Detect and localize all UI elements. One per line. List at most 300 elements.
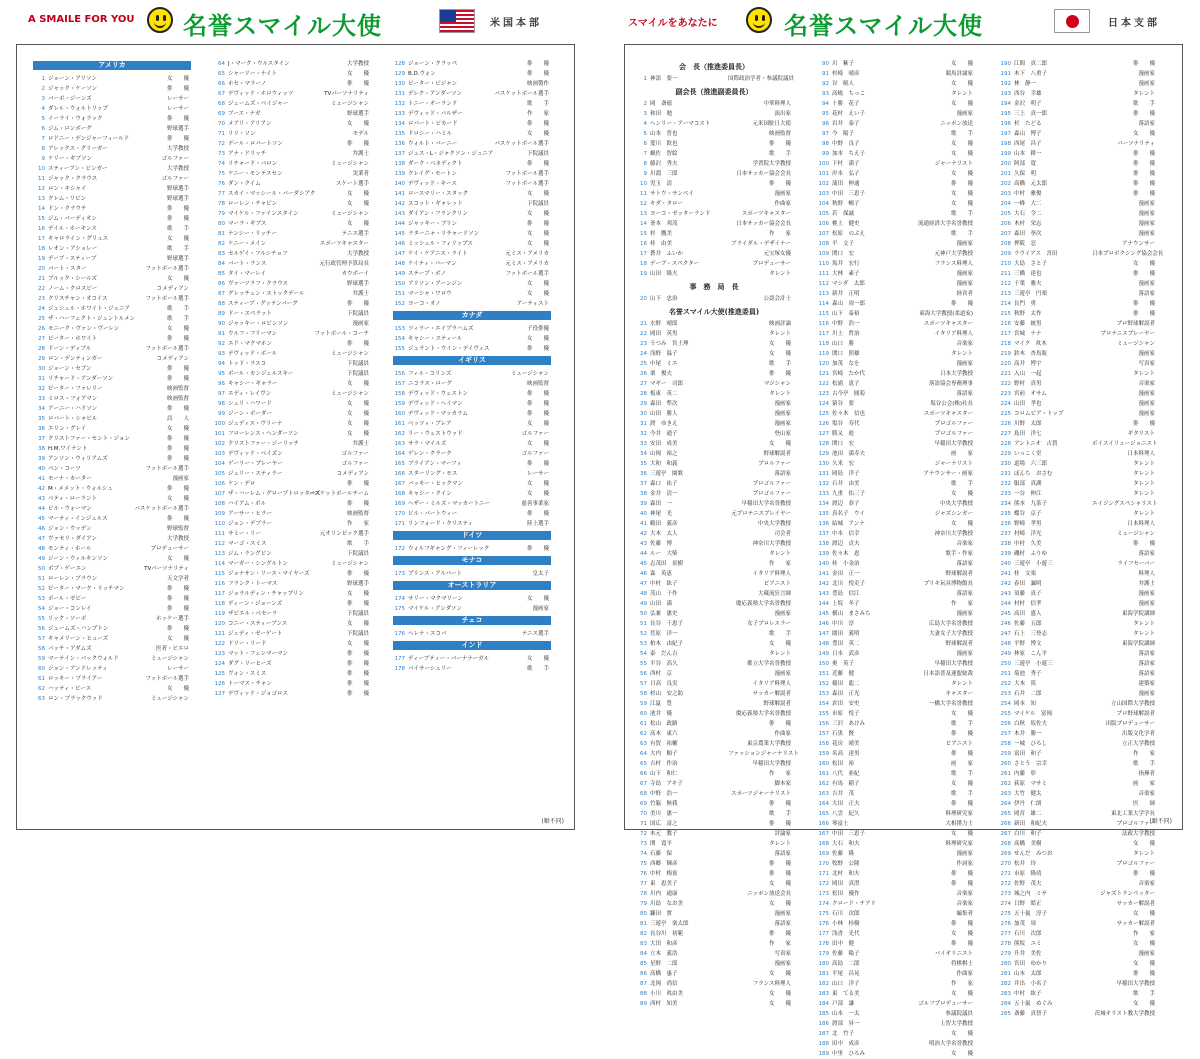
ambassador-row [213, 569, 371, 579]
ambassador-occupation: 茨城キリスト教大学教授 [1094, 1011, 1155, 1017]
ambassador-name: 寺島 アキ子 [650, 781, 683, 787]
ambassador-occupation: 作曲家 [774, 731, 791, 737]
ambassador-row [999, 339, 1157, 349]
entry-number: 266 [1000, 821, 1011, 827]
entry-number: 100 [818, 161, 829, 167]
ambassador-name: 石藤 保 [650, 851, 673, 857]
ambassador-name: 下村 満子 [832, 161, 860, 167]
ambassador-row [635, 889, 793, 899]
ambassador-name: メアリ・アリアン [228, 121, 272, 127]
entry-number: 13 [38, 196, 45, 202]
entry-number: 225 [1000, 411, 1011, 417]
entry-number: 20 [38, 266, 45, 272]
ambassador-row [393, 469, 551, 479]
ambassador-row [393, 429, 551, 439]
ambassador-name: 小林 桂樹 [832, 921, 860, 927]
ambassador-name: 神語 要一 [650, 76, 678, 82]
ambassador-row [817, 749, 975, 759]
ambassador-row [213, 439, 371, 449]
entry-number: 35 [640, 461, 647, 467]
entry-number: 116 [818, 321, 829, 327]
ambassador-occupation: ミュージシャン [330, 211, 369, 217]
ambassador-row [213, 619, 371, 629]
ambassador-row [817, 789, 975, 799]
ambassador-name: バーボ・ジーンズ [48, 96, 92, 102]
entry-number: 76 [218, 181, 225, 187]
ambassador-name: 名高 達男 [832, 751, 860, 757]
ambassador-row [817, 339, 975, 349]
ambassador-row [33, 494, 191, 504]
entry-number: 270 [1000, 861, 1011, 867]
ambassador-name: トーマス・チャン [228, 681, 272, 687]
ambassador-occupation: 俳 優 [166, 486, 189, 492]
ambassador-name: 豊島 信江 [832, 591, 860, 597]
ambassador-name: 山田 隆夫 [650, 271, 678, 277]
ambassador-row [33, 684, 191, 694]
ambassador-name: 金井 清一 [650, 491, 678, 497]
entry-number: 241 [1000, 571, 1011, 577]
entry-number: 281 [1000, 971, 1011, 977]
ambassador-occupation: ミュージシャン [330, 561, 369, 567]
ambassador-name: 北 竹子 [832, 1031, 855, 1037]
ambassador-occupation: バイオリニスト [934, 951, 973, 957]
ambassador-row [817, 229, 975, 239]
ambassador-occupation: 俳 優 [526, 546, 549, 552]
ambassador-row [635, 869, 793, 879]
ambassador-name: せんだ みつお [1014, 851, 1053, 857]
ambassador-occupation: 下院議員 [346, 371, 369, 377]
ambassador-name: ザ・ハーレム・グローブトロッターズ [228, 491, 321, 497]
ambassador-row [33, 574, 191, 584]
entry-number: 40 [640, 511, 647, 517]
entry-number: 28 [640, 391, 647, 397]
ambassador-occupation: 俳 優 [1132, 181, 1155, 187]
ambassador-row [635, 749, 799, 759]
ambassador-row [213, 319, 371, 329]
ambassador-occupation: 漫画家 [956, 361, 973, 367]
entry-number: 6 [643, 141, 647, 147]
ambassador-occupation: タレント [1133, 91, 1155, 97]
ambassador-occupation: 下院議員 [346, 361, 369, 367]
ambassador-row [393, 594, 551, 604]
ambassador-name: 弘兼 憲史 [650, 611, 678, 617]
entry-number: 85 [640, 961, 647, 967]
us-column [33, 59, 191, 704]
entry-number: 126 [818, 421, 829, 427]
ambassador-row [817, 939, 975, 949]
ambassador-row [999, 379, 1157, 389]
entry-number: 22 [38, 286, 45, 292]
ambassador-row [635, 989, 793, 999]
entry-number: 111 [818, 271, 829, 277]
ambassador-row [817, 829, 975, 839]
ambassador-name: サリー・マクマリーン [408, 596, 463, 602]
ambassador-row [393, 219, 551, 229]
entry-number: 183 [818, 991, 829, 997]
entry-number: 261 [1000, 771, 1011, 777]
ambassador-row [817, 319, 975, 329]
ambassador-occupation: 女 優 [950, 81, 973, 87]
ambassador-occupation: 料理人 [1138, 571, 1155, 577]
ambassador-row [817, 139, 975, 149]
entry-number: 138 [818, 541, 829, 547]
entry-number: 158 [818, 741, 829, 747]
entry-number: 21 [38, 276, 45, 282]
ambassador-occupation: 音楽家 [956, 891, 973, 897]
entry-number: 33 [38, 396, 45, 402]
entry-number: 265 [1000, 811, 1011, 817]
ambassador-row [999, 779, 1157, 789]
ambassador-occupation: 漫画家 [956, 851, 973, 857]
ambassador-occupation: ジャズトランペッター [1100, 891, 1155, 897]
entry-number: 158 [394, 391, 405, 397]
ambassador-row [635, 519, 793, 529]
ambassador-occupation: 漫画家 [1138, 201, 1155, 207]
ambassador-row [817, 799, 975, 809]
entry-number: 84 [640, 951, 647, 957]
ambassador-name: アレックス・グリーガー [48, 146, 109, 152]
ambassador-name: 竹脇 無我 [650, 801, 678, 807]
ambassador-name: 木井 勝一 [1014, 731, 1042, 737]
ambassador-row [213, 159, 371, 169]
ambassador-name: 山下 泰裕 [832, 311, 860, 317]
ambassador-name: 三遊亭 小遊三 [1014, 561, 1053, 567]
jp-banner [608, 0, 1200, 42]
ambassador-row [817, 439, 975, 449]
ambassador-occupation: 女 優 [768, 991, 791, 997]
ambassador-name: フィル・コリンズ [408, 371, 452, 377]
ambassador-name: ウルフ・フリーマン [228, 331, 278, 337]
ambassador-row [33, 444, 191, 454]
ambassador-row [33, 174, 191, 184]
ambassador-occupation: 女 優 [346, 221, 369, 227]
ambassador-row [33, 344, 191, 354]
ambassador-occupation: 俳 優 [526, 461, 549, 467]
ambassador-name: 田中 成彦 [832, 1041, 860, 1047]
ambassador-occupation: 漫画家 [1138, 211, 1155, 217]
entry-number: 39 [640, 501, 647, 507]
ambassador-occupation: 俳 優 [166, 136, 189, 142]
ambassador-occupation: フットボール・コーチ [314, 331, 369, 337]
ambassador-occupation: 女 優 [526, 191, 549, 197]
ambassador-name: 東 恵美子 [650, 881, 678, 887]
ambassador-row [999, 719, 1157, 729]
ambassador-occupation: 俳 優 [950, 871, 973, 877]
entry-number: 214 [1000, 301, 1011, 307]
entry-number: 25 [640, 361, 647, 367]
ambassador-occupation: 落語家 [956, 561, 973, 567]
ambassador-name: 栗 俊夫 [650, 371, 673, 377]
ambassador-name: ダレル・ウォルトリップ [48, 106, 108, 112]
ambassador-name: ジェス・L・ジャクソン・ジュニア [408, 151, 494, 157]
entry-number: 115 [818, 311, 829, 317]
entry-number: 33 [640, 441, 647, 447]
ambassador-row [213, 169, 371, 179]
ambassador-row [999, 599, 1157, 609]
ambassador-row [635, 659, 793, 669]
ambassador-row [817, 179, 975, 189]
entry-number: 10 [640, 181, 647, 187]
ambassador-occupation: 女 優 [166, 426, 189, 432]
entry-number: 130 [818, 461, 829, 467]
ambassador-row [635, 329, 793, 339]
entry-number: 16 [38, 226, 45, 232]
entry-number: 139 [818, 551, 829, 557]
ambassador-occupation: 俳 優 [768, 721, 791, 727]
ambassador-occupation: 俳 優 [166, 376, 189, 382]
ambassador-occupation: 作 家 [1132, 931, 1155, 937]
ambassador-row [393, 199, 551, 209]
entry-number: 43 [38, 496, 45, 502]
ambassador-occupation: 神奈川大学教授 [934, 531, 973, 537]
ambassador-row [393, 129, 551, 139]
ambassador-name: ドー・スペラット [228, 311, 272, 317]
ambassador-name: 森山 周一郎 [832, 301, 866, 307]
entry-number: 103 [214, 451, 225, 457]
ambassador-name: サラ・マイルズ [408, 441, 447, 447]
ambassador-row [817, 539, 975, 549]
ambassador-name: 池田 満寿夫 [832, 451, 866, 457]
ambassador-occupation: タレント [1133, 631, 1155, 637]
ambassador-occupation: 音楽家 [956, 541, 973, 547]
ambassador-occupation: 天文学者 [166, 576, 189, 582]
entry-number: 59 [640, 701, 647, 707]
ambassador-row [635, 719, 793, 729]
ambassador-row [635, 559, 793, 569]
ambassador-name: 井出 小名子 [1014, 981, 1048, 987]
ambassador-row [999, 369, 1157, 379]
ambassador-occupation: 女 優 [166, 76, 189, 82]
ambassador-occupation: 俳 優 [526, 121, 549, 127]
entry-number: 116 [214, 581, 225, 587]
ambassador-row [213, 299, 371, 309]
ambassador-occupation: 女 優 [346, 401, 369, 407]
ambassador-name: ナンシー・リッチー [228, 231, 277, 237]
ambassador-row [33, 414, 191, 424]
ambassador-name: 浅野 温子 [650, 351, 678, 357]
ambassador-occupation: 俳 優 [166, 456, 189, 462]
ambassador-occupation: 俳 優 [346, 571, 369, 577]
ambassador-occupation: 野球選手 [346, 111, 369, 117]
ambassador-name: ロン・キシャイ [48, 186, 87, 192]
ambassador-occupation: アナウンサー [1121, 241, 1155, 247]
entry-number: 149 [394, 271, 405, 277]
ambassador-occupation: 大相撲力士 [945, 821, 973, 827]
ambassador-row [817, 129, 975, 139]
ambassador-row [635, 859, 793, 869]
entry-number: 154 [394, 336, 405, 342]
ambassador-row [999, 219, 1157, 229]
ambassador-occupation: タレント [951, 681, 973, 687]
ambassador-name: ザビエル・ベセーラ [228, 611, 278, 617]
entry-number: 169 [394, 501, 405, 507]
entry-number: 121 [214, 631, 225, 637]
section-header: インド [393, 641, 551, 650]
ambassador-name: 菅原 洋一 [650, 631, 678, 637]
entry-number: 68 [640, 791, 647, 797]
entry-number: 80 [640, 911, 647, 917]
ambassador-occupation: 落語家 [774, 921, 791, 927]
ambassador-row [817, 159, 975, 169]
entry-number: 102 [818, 181, 829, 187]
ambassador-row [213, 639, 371, 649]
ambassador-row [393, 499, 551, 509]
entry-number: 166 [394, 471, 405, 477]
ambassador-row [393, 439, 551, 449]
entry-number: 202 [1000, 181, 1011, 187]
entry-number: 150 [818, 661, 829, 667]
ambassador-name: ロドニー・デンジャーフィールド [48, 136, 130, 142]
ambassador-occupation: タレント [1133, 621, 1155, 627]
entry-number: 29 [38, 356, 45, 362]
ambassador-occupation: タレント [1133, 491, 1155, 497]
ambassador-occupation: 女 優 [166, 556, 189, 562]
ambassador-row [33, 374, 191, 384]
ambassador-row [999, 529, 1157, 539]
ambassador-occupation: 俳 優 [950, 941, 973, 947]
ambassador-occupation: 女 優 [1132, 1001, 1155, 1007]
ambassador-name: 北川 悦吏子 [832, 581, 866, 587]
ambassador-name: マーティ・インジェルス [48, 516, 108, 522]
ambassador-row [817, 689, 975, 699]
entry-number: 50 [38, 566, 45, 572]
entry-number: 146 [394, 241, 405, 247]
ambassador-name: ニコラス・ローグ [408, 381, 452, 387]
entry-number: 73 [218, 151, 225, 157]
ambassador-row [817, 569, 975, 579]
ambassador-name: 吉井 茂 [832, 791, 855, 797]
entry-number: 147 [394, 251, 405, 257]
ambassador-name: ヘレナ・スコバ [408, 631, 447, 637]
ambassador-name: 星野 二郎 [650, 961, 678, 967]
ambassador-occupation: 映画製作 [526, 81, 549, 87]
entry-number: 13 [640, 211, 647, 217]
ambassador-occupation: 映画監督 [166, 396, 189, 402]
ambassador-name: 勝又 進 [832, 431, 855, 437]
ambassador-row [635, 739, 793, 749]
ambassador-name: デレク・アンダーソン [408, 91, 463, 97]
ambassador-name: 関口 宏 [832, 441, 855, 447]
entry-number: 69 [640, 801, 647, 807]
ambassador-occupation: 日本語普及連盟総裁 [923, 671, 973, 677]
entry-number: 56 [38, 626, 45, 632]
ambassador-name: マイケル・アンダソン [408, 606, 462, 612]
entry-number: 87 [640, 981, 647, 987]
entry-number: 228 [1000, 441, 1011, 447]
ambassador-occupation: 漫画家 [1138, 231, 1155, 237]
ambassador-row [817, 579, 975, 589]
ambassador-name: キャロライン・グリュス [48, 236, 109, 242]
ambassador-row [213, 419, 371, 429]
ambassador-occupation: 女 優 [1132, 841, 1155, 847]
ambassador-row [817, 199, 975, 209]
ambassador-name: ヴォン・スミス [228, 671, 267, 677]
ambassador-occupation: 漫画家 [1138, 691, 1155, 697]
ambassador-occupation: 女 優 [346, 411, 369, 417]
entry-number: 122 [214, 641, 225, 647]
entry-number: 260 [1000, 761, 1011, 767]
ambassador-occupation: 歌 手 [768, 631, 791, 637]
ambassador-row [817, 479, 975, 489]
entry-number: 79 [640, 901, 647, 907]
us-panel [0, 0, 592, 848]
ambassador-row [999, 949, 1157, 959]
entry-number: 108 [214, 501, 225, 507]
jp-panel [608, 0, 1200, 1057]
ambassador-occupation: 評論家 [774, 831, 791, 837]
ambassador-name: 北村 和夫 [832, 871, 860, 877]
entry-number: 8 [643, 161, 647, 167]
ambassador-name: 加茂 なを [832, 361, 860, 367]
entry-number: 96 [822, 121, 829, 127]
ambassador-row [393, 654, 551, 664]
entry-number: 21 [640, 321, 647, 327]
entry-number: 53 [640, 641, 647, 647]
ambassador-row [33, 544, 191, 554]
ambassador-row [635, 969, 793, 979]
entry-number: 47 [640, 581, 647, 587]
entry-number: 100 [214, 421, 225, 427]
entry-number: 181 [818, 971, 829, 977]
ambassador-name: デヴィッド・ベイズン [228, 451, 283, 457]
ambassador-row [635, 159, 793, 169]
entry-number: 27 [640, 381, 647, 387]
ambassador-row [213, 329, 371, 339]
ambassador-occupation: 神奈川大学教授 [752, 541, 791, 547]
ambassador-row [999, 899, 1157, 909]
ambassador-occupation: 漫画家 [956, 111, 973, 117]
ambassador-name: H.M.ワイナント [48, 446, 88, 452]
ambassador-occupation: 詩 人 [166, 416, 189, 422]
ambassador-row [817, 849, 975, 859]
entry-number: 259 [1000, 751, 1011, 757]
entry-number: 172 [394, 546, 405, 552]
ambassador-name: 石黒 賢 [832, 731, 855, 737]
ambassador-name: 中村 雅俊 [1014, 191, 1042, 197]
ambassador-row [817, 289, 975, 299]
ambassador-name: モーナ・カーター [48, 476, 92, 482]
ambassador-occupation: 俳 優 [1132, 271, 1155, 277]
ambassador-occupation: 落語家 [1138, 291, 1155, 297]
ambassador-row [213, 409, 371, 419]
ambassador-occupation: フットボール選手 [505, 181, 549, 187]
ambassador-row [393, 59, 551, 69]
ambassador-occupation: 日本サッカー協会会長 [736, 221, 791, 227]
ambassador-row [635, 879, 793, 889]
ambassador-occupation: 上智大学教授 [939, 1021, 973, 1027]
ambassador-name: 鈴木 杏馬瓶 [1014, 351, 1048, 357]
ambassador-occupation: 女 優 [950, 101, 973, 107]
entry-number: 257 [1000, 731, 1011, 737]
ambassador-occupation: 司会者 [774, 531, 791, 537]
ambassador-name: 大木 太人 [650, 531, 678, 537]
entry-number: 129 [394, 71, 405, 77]
ambassador-row [33, 144, 191, 154]
entry-number: 277 [1000, 931, 1011, 937]
ambassador-occupation: イタリア料理人 [934, 331, 973, 337]
entry-number: 168 [394, 491, 405, 497]
entry-number: 30 [640, 411, 647, 417]
ambassador-name: 上坂 冬子 [832, 601, 860, 607]
ambassador-name: 高木 東六 [650, 731, 678, 737]
ambassador-name: マシダ 太郎 [832, 281, 865, 287]
ambassador-name: ブルック・シールズ [48, 276, 98, 282]
ambassador-name: 三遊亭 円楽 [1014, 291, 1048, 297]
ambassador-occupation: タレント [769, 841, 791, 847]
entry-number: 18 [38, 246, 45, 252]
ambassador-occupation: 俳 優 [166, 626, 189, 632]
ambassador-name: 森口 祐子 [650, 481, 678, 487]
